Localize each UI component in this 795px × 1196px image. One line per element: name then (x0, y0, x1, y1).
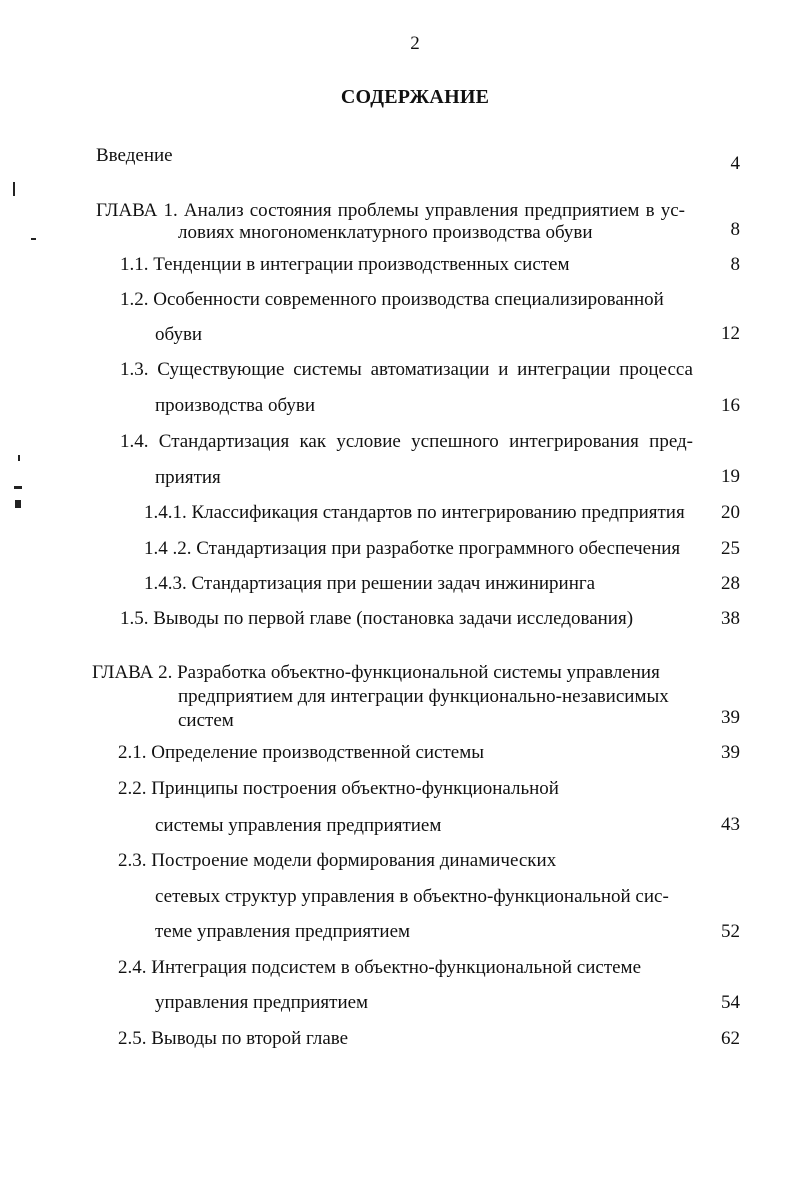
toc-entry-1-1: 1.1. Тенденции в интеграции производственных систем (120, 254, 570, 275)
toc-page-intro: 4 (730, 153, 740, 174)
toc-chapter-2-line1: ГЛАВА 2. Разработка объектно-функциональной системы управления (92, 662, 660, 683)
toc-entry-intro: Введение (96, 145, 173, 166)
margin-mark (18, 455, 20, 461)
toc-entry-2-2-line2: системы управления предприятием (155, 815, 442, 836)
toc-entry-1-4-2: 1.4 .2. Стандартизация при разработке программного обеспечения (144, 538, 681, 559)
toc-page-2-3: 52 (721, 921, 740, 942)
toc-entry-2-4-line2: управления предприятием (155, 992, 369, 1013)
toc-entry-1-4-line2: приятия (155, 467, 221, 488)
toc-entry-2-4-line1: 2.4. Интеграция подсистем в объектно-функциональной системе (118, 957, 642, 978)
toc-page-1-1: 8 (730, 254, 740, 275)
toc-page-1-5: 38 (721, 608, 740, 629)
toc-page-2-1: 39 (721, 742, 740, 763)
toc-entry-1-4-line1: 1.4. Стандартизация как условие успешного интегрирования пред- (120, 431, 693, 452)
margin-mark (15, 500, 21, 508)
toc-entry-1-4-3: 1.4.3. Стандартизация при решении задач инжиниринга (144, 573, 596, 594)
toc-entry-2-3-line2: сетевых структур управления в объектно-функциональной сис- (155, 886, 669, 907)
toc-chapter-1-line2: ловиях многономенклатурного производства обуви (178, 222, 593, 243)
toc-entry-1-5: 1.5. Выводы по первой главе (постановка задачи исследования) (120, 608, 634, 629)
toc-page-chapter-2: 39 (721, 707, 740, 728)
toc-page-1-4: 19 (721, 466, 740, 487)
toc-entry-1-3-line2: производства обуви (155, 395, 316, 416)
toc-entry-1-2-line1: 1.2. Особенности современного производства специализированной (120, 289, 664, 310)
toc-page-2-4: 54 (721, 992, 740, 1013)
toc-entry-2-3-line1: 2.3. Построение модели формирования динамических (118, 850, 557, 871)
toc-entry-2-5: 2.5. Выводы по второй главе (118, 1028, 349, 1049)
toc-page-1-4-1: 20 (721, 502, 740, 523)
toc-page-1-3: 16 (721, 395, 740, 416)
toc-page-2-5: 62 (721, 1028, 740, 1049)
margin-mark (13, 182, 15, 196)
toc-entry-1-2-line2: обуви (155, 324, 203, 345)
toc-entry-1-4-1: 1.4.1. Классификация стандартов по интегрированию предприятия (144, 502, 685, 523)
toc-entry-1-3-line1: 1.3. Существующие системы автоматизации и интеграции процесса (120, 359, 693, 380)
toc-page-chapter-1: 8 (730, 219, 740, 240)
page-number: 2 (410, 33, 420, 54)
margin-mark (14, 486, 22, 489)
toc-page-1-2: 12 (721, 323, 740, 344)
toc-page-1-4-2: 25 (721, 538, 740, 559)
toc-entry-2-1: 2.1. Определение производственной системы (118, 742, 485, 763)
toc-entry-2-3-line3: теме управления предприятием (155, 921, 411, 942)
toc-chapter-1-line1: ГЛАВА 1. Анализ состояния проблемы управления предприятием в ус- (96, 200, 685, 221)
toc-chapter-2-line2: предприятием для интеграции функционально-независимых (178, 686, 669, 707)
toc-page-1-4-3: 28 (721, 573, 740, 594)
margin-mark (31, 238, 36, 240)
page-title: СОДЕРЖАНИЕ (340, 86, 490, 108)
toc-chapter-2-line3: систем (178, 710, 234, 731)
toc-entry-2-2-line1: 2.2. Принципы построения объектно-функциональной (118, 778, 559, 799)
toc-page-2-2: 43 (721, 814, 740, 835)
